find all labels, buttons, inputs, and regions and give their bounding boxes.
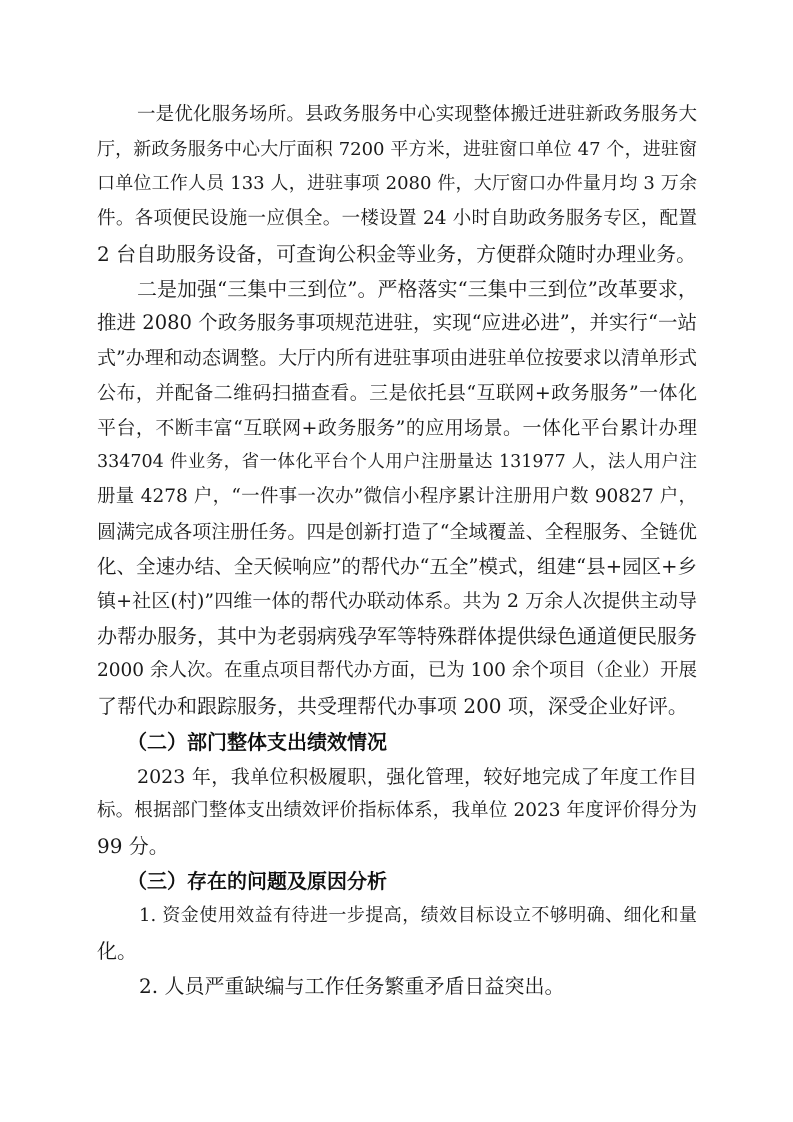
text-line: 化。 <box>97 939 137 963</box>
text-line: 2 台自助服务设备，可查询公积金等业务，方便群众随时办理业务。 <box>97 242 697 266</box>
text-line: 1. 资金使用效益有待进一步提高，绩效目标设立不够明确、细化和量 <box>139 905 697 926</box>
text-line: 厅，新政务服务中心大厅面积 7200 平方米，进驻窗口单位 47 个，进驻窗 <box>97 139 697 160</box>
text-line: 标。根据部门整体支出绩效评价指标体系，我单位 2023 年度评价得分为 <box>97 800 697 821</box>
text-line: 334704 件业务，省一体化平台个人用户注册量达 131977 人，法人用户注 <box>97 452 697 472</box>
text-line: 一是优化服务场所。县政务服务中心实现整体搬迁进驻新政务服务大 <box>137 104 697 125</box>
text-line: 镇+社区(村)”四维一体的帮代办联动体系。共为 2 万余人次提供主动导 <box>97 590 697 612</box>
text-line: 推进 2080 个政务服务事项规范进驻，实现“应进必进”，并实行“一站 <box>97 311 697 334</box>
text-line: 化、全速办结、全天候响应”的帮代办“五全”模式，组建“县+园区+乡 <box>97 555 697 578</box>
text-line: 99 分。 <box>97 834 169 858</box>
text-line: 2. 人员严重缺编与工作任务繁重矛盾日益突出。 <box>139 974 565 998</box>
text-line: 2023 年，我单位积极履职，强化管理，较好地完成了年度工作目 <box>137 766 697 788</box>
text-line: 二是加强“三集中三到位”。严格落实“三集中三到位”改革要求， <box>137 277 698 301</box>
text-line: 式”办理和动态调整。大厅内所有进驻事项由进驻单位按要求以清单形式 <box>97 347 697 369</box>
section-heading: （二）部门整体支出绩效情况 <box>127 730 387 754</box>
section-heading: （三）存在的问题及原因分析 <box>127 869 387 893</box>
text-line: 件。各项便民设施一应俱全。一楼设置 24 小时自助政务服务专区，配置 <box>97 208 697 229</box>
text-line: 办帮办服务，其中为老弱病残孕军等特殊群体提供绿色通道便民服务 <box>97 624 697 648</box>
text-line: 圆满完成各项注册任务。四是创新打造了“全域覆盖、全程服务、全链优 <box>97 521 697 543</box>
text-line: 口单位工作人员 133 人，进驻事项 2080 件，大厅窗口办件量月均 3 万余 <box>97 173 697 194</box>
text-line: 了帮代办和跟踪服务，共受理帮代办事项 200 项，深受企业好评。 <box>97 694 688 718</box>
text-line: 公布，并配备二维码扫描查看。三是依托县“互联网+政务服务”一体化 <box>97 382 697 404</box>
text-line: 平台，不断丰富“互联网+政务服务”的应用场景。一体化平台累计办理 <box>97 417 697 439</box>
text-line: 2000 余人次。在重点项目帮代办方面，已为 100 余个项目（企业）开展 <box>97 660 697 681</box>
text-line: 册量 4278 户，“一件事一次办”微信小程序累计注册用户数 90827 户， <box>97 486 697 507</box>
